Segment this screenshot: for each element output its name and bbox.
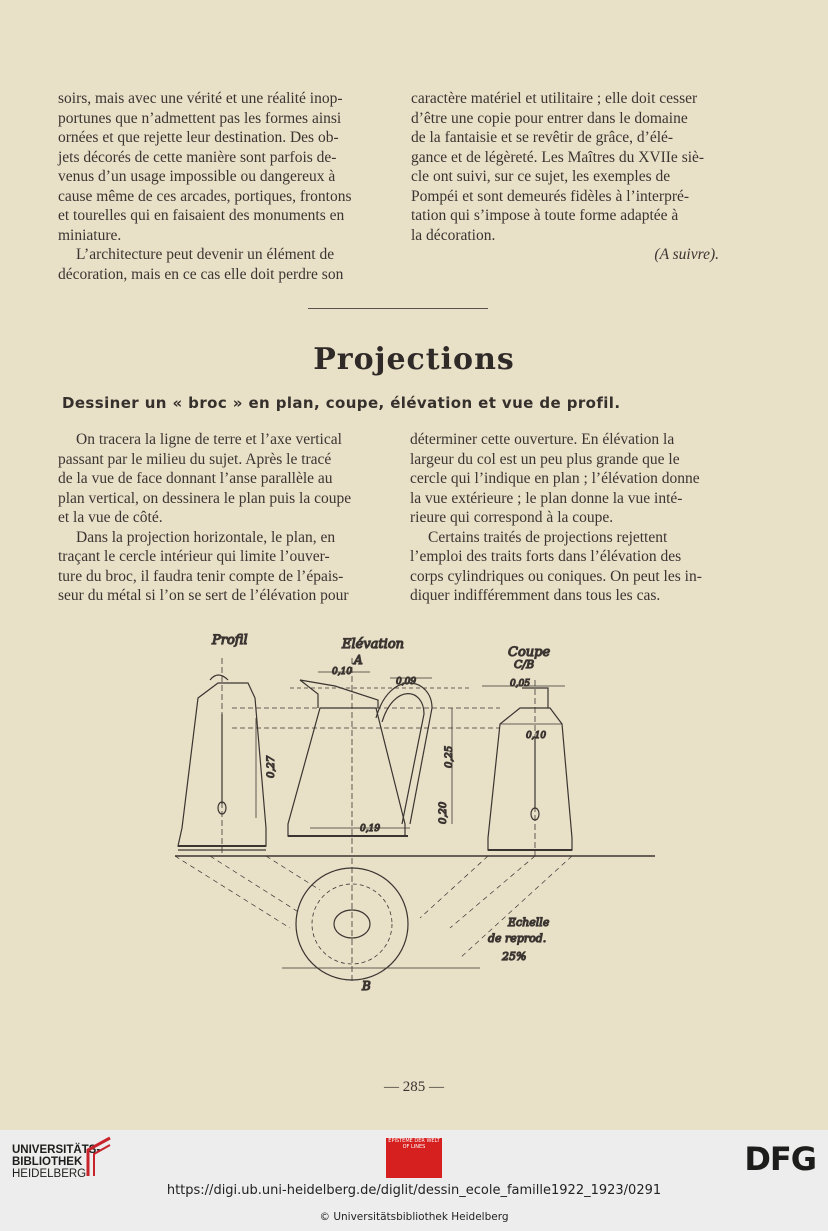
permalink-url[interactable]: https://digi.ub.uni-heidelberg.de/diglit/dessin_ecole_famille1922_1923/0291 bbox=[166, 1183, 662, 1198]
text-line: jets décorés de cette manière sont parfois de- bbox=[58, 148, 337, 166]
label-coupe: Coupe bbox=[508, 645, 551, 660]
body-right-column bbox=[410, 430, 746, 606]
text-line: l’emploi des traits forts dans l’élévation des bbox=[410, 548, 682, 565]
text-line: déterminer cette ouverture. En élévation la bbox=[410, 431, 675, 448]
text-line: la vue extérieure ; le plan donne la vue inté- bbox=[410, 489, 683, 507]
top-left-column bbox=[58, 89, 390, 284]
label-profil: Profil bbox=[212, 633, 248, 648]
dimension-label: 0,05 bbox=[510, 679, 531, 689]
text-line: Dans la projection horizontale, le plan, en bbox=[76, 528, 336, 546]
ub-line: HEIDELBERG bbox=[12, 1168, 87, 1180]
text-line: portunes que n’admettent pas les formes ainsi bbox=[58, 109, 342, 127]
text-line: seur du métal si l’on se sert de l’élévation pour bbox=[58, 587, 349, 604]
text-line: décoration, mais en ce cas elle doit perdre son bbox=[58, 265, 344, 283]
text-line: corps cylindriques ou coniques. On peut les in- bbox=[410, 567, 702, 585]
text-line: traçant le cercle intérieur qui limite l’ouver- bbox=[58, 548, 330, 565]
dimension-label: 0,27 bbox=[266, 755, 277, 778]
label-b: B bbox=[362, 979, 371, 993]
text-line: passant par le milieu du sujet. Après le tracé bbox=[58, 450, 332, 468]
label-elevation: Elévation bbox=[342, 637, 405, 652]
ub-logo-icon bbox=[84, 1136, 114, 1178]
text-line: de la fantaisie et se revêtir de grâce, d’élé- bbox=[411, 129, 674, 146]
article-title: Projections bbox=[313, 342, 515, 377]
text-line: et la vue de côté. bbox=[58, 509, 163, 526]
text-line: la décoration. bbox=[411, 226, 496, 244]
text-line: L’architecture peut devenir un élément de bbox=[76, 246, 335, 263]
text-line: miniature. bbox=[58, 226, 122, 244]
viewer-footer bbox=[0, 1130, 828, 1231]
text-line: largeur du col est un peu plus grande que le bbox=[410, 450, 680, 468]
dfg-logo[interactable]: DFG bbox=[744, 1140, 816, 1178]
dimension-label: 0,09 bbox=[396, 677, 417, 687]
body-left-column bbox=[58, 430, 388, 606]
text-line: Pompéi et sont demeurés fidèles à l’interpré- bbox=[411, 187, 690, 205]
page-number: — 285 — bbox=[384, 1079, 444, 1095]
text-line: tation qui s’impose à toute forme adaptée à bbox=[411, 207, 679, 224]
text-line: rieure qui correspond à la coupe. bbox=[410, 509, 614, 526]
text-line: ture du broc, il faudra tenir compte de l’épais- bbox=[58, 567, 344, 585]
text-line: soirs, mais avec une vérité et une réalité inop- bbox=[58, 90, 343, 107]
text-line: cercle qui l’indique en plan ; l’élévation donne bbox=[410, 470, 700, 487]
article-subtitle: Dessiner un « broc » en plan, coupe, élévation et vue de profil. bbox=[62, 394, 621, 412]
dimension-label: 0,20 bbox=[438, 801, 449, 824]
scale-label: Echelle bbox=[508, 916, 550, 929]
section-divider bbox=[308, 308, 488, 309]
a-suivre: (A suivre). bbox=[654, 246, 719, 263]
dimension-label: 0,10 bbox=[526, 731, 547, 741]
section-view bbox=[482, 680, 572, 856]
text-line: On tracera la ligne de terre et l’axe vertical bbox=[76, 431, 342, 448]
text-line: plan vertical, on dessinera le plan puis la coupe bbox=[58, 489, 352, 507]
text-line: ornées et que rejette leur destination. Des ob- bbox=[58, 129, 339, 146]
text-line: d’être une copie pour entrer dans le domaine bbox=[411, 109, 688, 127]
episteme-text: EPISTEME DER WELT OF LINES bbox=[388, 1138, 440, 1150]
dimension-label: 0,25 bbox=[444, 745, 455, 768]
scale-label: de reprod. bbox=[488, 932, 547, 945]
jug-projection-drawing bbox=[170, 628, 670, 998]
scale-label: 25% bbox=[502, 950, 527, 963]
text-line: et tourelles qui en faisaient des monuments en bbox=[58, 207, 345, 224]
text-line: diquer indifféremment dans tous les cas. bbox=[410, 587, 661, 604]
ub-line: UNIVERSITÄTS- bbox=[12, 1144, 101, 1156]
text-line: cause même de ces arcades, portiques, frontons bbox=[58, 187, 352, 205]
text-line: cle ont suivi, sur ce sujet, les exemples de bbox=[411, 168, 671, 185]
label-a: A bbox=[354, 653, 363, 667]
dimension-label: 0,19 bbox=[360, 824, 381, 834]
ub-line: BIBLIOTHEK bbox=[12, 1156, 83, 1168]
text-line: caractère matériel et utilitaire ; elle doit cesser bbox=[411, 90, 698, 107]
text-line: gance et de légèreté. Les Maîtres du XVIIe siè- bbox=[411, 148, 705, 166]
dimension-label: 0,10 bbox=[332, 667, 353, 677]
top-right-column bbox=[411, 89, 749, 265]
text-line: de la vue de face donnant l’anse parallèle au bbox=[58, 470, 333, 487]
text-line: venus d’un usage impossible ou dangereux à bbox=[58, 168, 336, 185]
label-coupe-sub: C/B bbox=[514, 658, 535, 671]
copyright-notice: © Universitätsbibliothek Heidelberg bbox=[319, 1211, 509, 1223]
episteme-logo[interactable] bbox=[386, 1138, 442, 1178]
profile-view bbox=[178, 658, 266, 856]
text-line: Certains traités de projections rejettent bbox=[428, 528, 668, 546]
